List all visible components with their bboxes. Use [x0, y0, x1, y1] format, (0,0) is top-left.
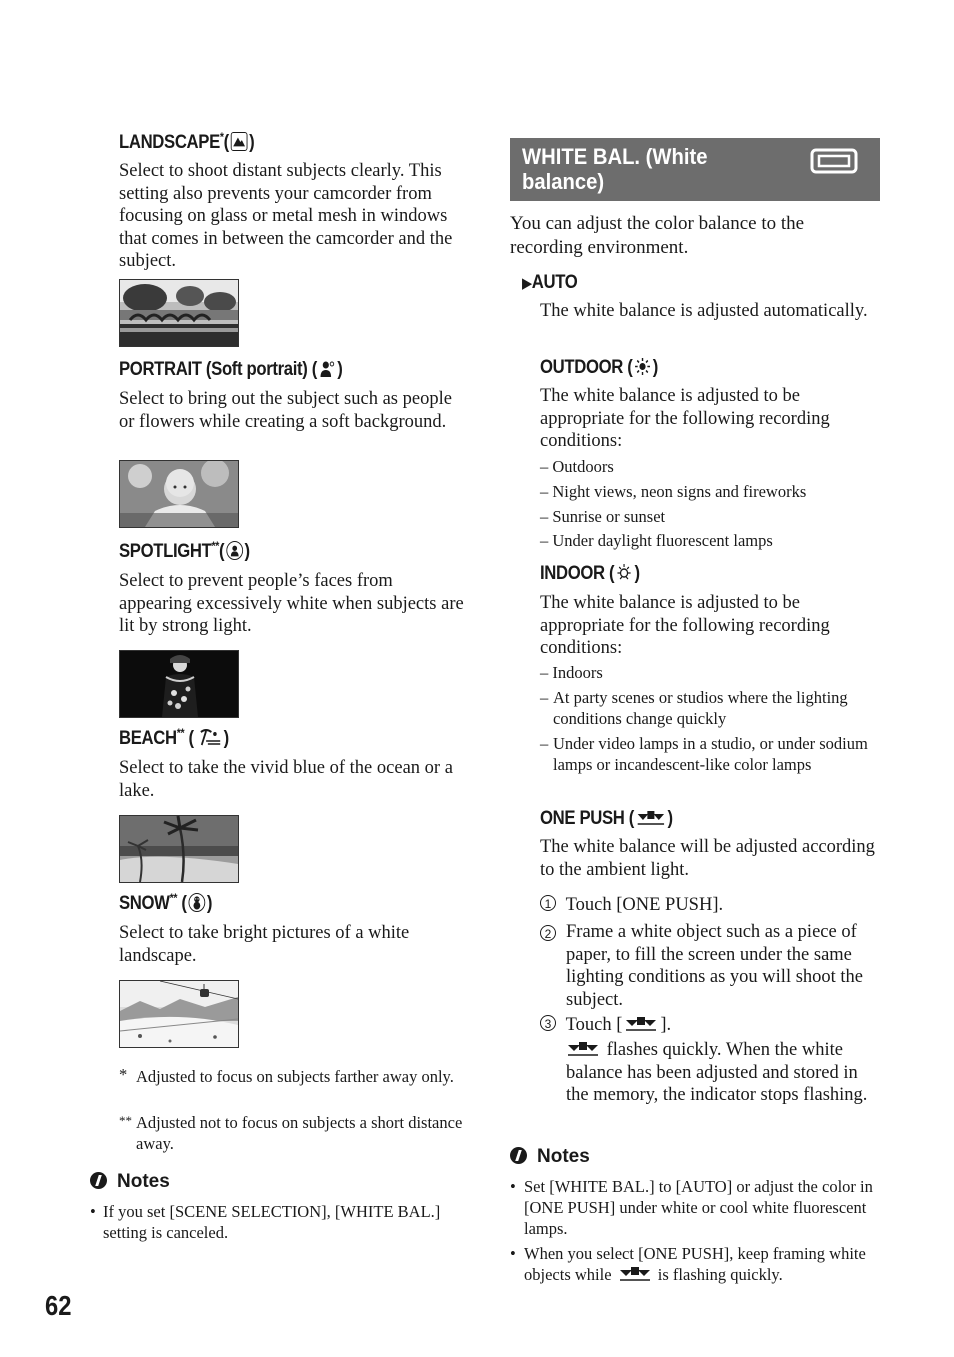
portrait-heading: PORTRAIT (Soft portrait) ( )	[119, 359, 343, 380]
camera-mode-icon	[810, 148, 858, 174]
landscape-photo	[119, 279, 239, 347]
beach-icon	[195, 728, 221, 747]
indoor-item: – Under video lamps in a studio, or under sodium lamps or incandescent-like color lamps	[540, 734, 868, 774]
sun-icon	[634, 357, 651, 376]
snow-description: Select to take bright pictures of a white landscape.	[119, 923, 410, 966]
onepush-heading: ONE PUSH ( )	[540, 808, 673, 829]
onepush-description: The white balance will be adjusted according to the ambient light.	[540, 837, 875, 880]
default-arrow-icon: ▶	[522, 275, 532, 292]
outdoor-item: – Night views, neon signs and fireworks	[540, 482, 807, 501]
footnote-1: * Adjusted to focus on subjects farther away only.	[119, 1065, 454, 1086]
notes-icon	[510, 1147, 527, 1164]
portrait-photo	[119, 460, 239, 528]
banner-title: WHITE BAL. (White balance)	[522, 144, 708, 194]
right-note-1: • Set [WHITE BAL.] to [AUTO] or adjust the color in [ONE PUSH] under white or cool white fluorescent lamps.	[510, 1177, 873, 1238]
indoor-item: – Indoors	[540, 663, 603, 682]
one-push-icon	[624, 1014, 658, 1033]
bulb-icon	[616, 563, 633, 582]
spotlight-description: Select to prevent people’s faces from appearing excessively white when subjects are lit by strong light.	[119, 571, 464, 636]
footnote-2: ** Adjusted not to focus on subjects a short distance away.	[119, 1113, 463, 1153]
indoor-description: The white balance is adjusted to be appropriate for the following recording conditions:	[540, 593, 830, 658]
beach-heading: BEACH** ( )	[119, 726, 229, 749]
white-balance-banner	[510, 138, 880, 201]
beach-photo	[119, 815, 239, 883]
outdoor-heading: OUTDOOR ( )	[540, 357, 658, 378]
one-push-icon	[566, 1039, 600, 1058]
snowman-icon	[188, 893, 205, 912]
landscape-description: Select to shoot distant subjects clearly. This setting also prevents your camcorder from focusing on glass or metal mesh in windows that comes in between the camcorder and the subject.	[119, 161, 453, 271]
spotlight-icon	[226, 541, 243, 560]
landscape-heading: LANDSCAPE*( )	[119, 130, 255, 153]
right-note-2: • When you select [ONE PUSH], keep framing white objects while is flashing quickly.	[510, 1244, 866, 1284]
right-notes-heading: Notes	[510, 1146, 590, 1168]
notes-icon	[90, 1172, 107, 1189]
portrait-description: Select to bring out the subject such as people or flowers while creating a soft background.	[119, 389, 452, 432]
onepush-step-3: 3 Touch [ ].	[540, 1014, 880, 1037]
onepush-step-3-detail: flashes quickly. When the white balance has been adjusted and stored in the memory, the indicator stops flashing.	[566, 1040, 868, 1105]
intro-text: You can adjust the color balance to the recording environment.	[510, 213, 805, 258]
onepush-step-2: 2 Frame a white object such as a piece of paper, to fill the screen under the same lighting conditions as you will shoot the subject.	[540, 921, 880, 1011]
outdoor-item: – Outdoors	[540, 457, 614, 476]
outdoor-item: – Under daylight fluorescent lamps	[540, 531, 773, 550]
auto-description: The white balance is adjusted automatically.	[540, 301, 868, 321]
onepush-step-1: 1 Touch [ONE PUSH].	[540, 894, 880, 917]
one-push-icon	[618, 1264, 652, 1283]
outdoor-description: The white balance is adjusted to be appropriate for the following recording conditions:	[540, 386, 830, 451]
mountain-icon	[231, 132, 248, 151]
auto-heading: ▶AUTO	[522, 272, 578, 293]
spotlight-heading: SPOTLIGHT**( )	[119, 539, 250, 562]
page-number: 62	[45, 1290, 72, 1321]
indoor-item: – At party scenes or studios where the lighting conditions change quickly	[540, 688, 848, 728]
spotlight-photo	[119, 650, 239, 718]
beach-description: Select to take the vivid blue of the ocean or a lake.	[119, 758, 453, 801]
indoor-heading: INDOOR ( )	[540, 563, 640, 584]
one-push-icon	[636, 808, 666, 827]
outdoor-item: – Sunrise or sunset	[540, 507, 666, 526]
person-icon	[319, 359, 336, 378]
left-notes-heading: Notes	[90, 1171, 170, 1193]
snow-heading: SNOW** ( )	[119, 891, 213, 914]
snow-photo	[119, 980, 239, 1048]
left-note-1: • If you set [SCENE SELECTION], [WHITE BAL.] setting is canceled.	[90, 1202, 441, 1242]
